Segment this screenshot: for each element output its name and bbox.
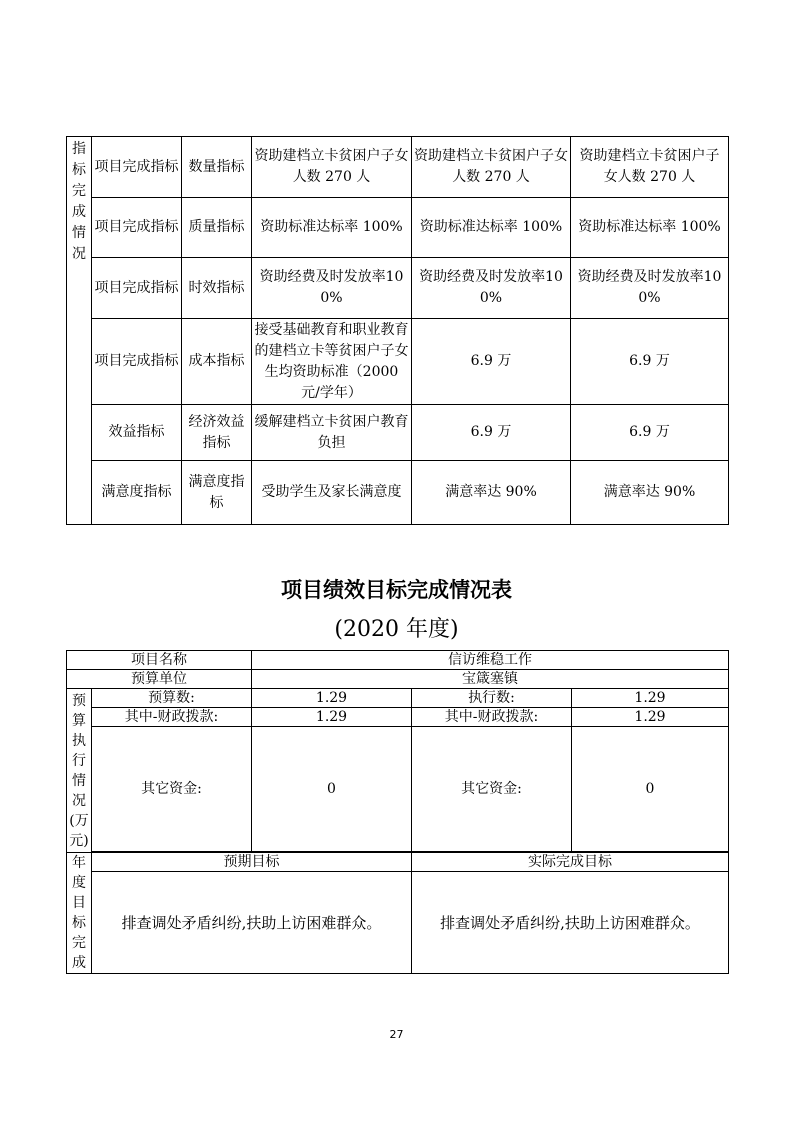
indicator-category: 项目完成指标 [92,319,182,405]
section-label-indicator-completion: 指 标 完 成 情 况 [67,137,92,525]
fiscal-allocation-label: 其中-财政拨款: [92,708,252,727]
table-row [67,708,729,727]
fiscal-allocation-value: 1.29 [252,708,412,727]
indicator-actual: 满意率达 90% [571,461,729,525]
other-funds-value: 0 [572,727,729,852]
other-funds-label: 其它资金: [412,727,572,852]
indicator-actual: 资助经费及时发放率100% [571,258,729,319]
table-row [67,405,729,461]
indicator-category: 项目完成指标 [92,198,182,258]
indicator-target: 接受基础教育和职业教育的建档立卡等贫困户子女生均资助标准（2000 元/学年） [252,319,412,405]
project-name-label: 项目名称 [67,651,252,670]
table-row [67,853,729,872]
indicator-type: 成本指标 [182,319,252,405]
other-funds-label: 其它资金: [92,727,252,852]
indicator-value: 6.9 万 [412,405,571,461]
page-number: 27 [389,1028,404,1041]
indicator-actual: 资助标准达标率 100% [571,198,729,258]
indicator-target: 资助标准达标率 100% [252,198,412,258]
indicator-type: 时效指标 [182,258,252,319]
executed-amount-label: 执行数: [412,689,572,708]
indicator-type: 数量指标 [182,137,252,198]
fiscal-allocation-label: 其中-财政拨款: [412,708,572,727]
indicator-target: 资助建档立卡贫困户子女人数 270 人 [252,137,412,198]
indicator-value: 资助建档立卡贫困户子女人数 270 人 [412,137,571,198]
actual-goal-text: 排查调处矛盾纠纷,扶助上访困难群众。 [412,872,729,974]
page-title: 项目绩效目标完成情况表 [281,578,512,602]
table-row [67,461,729,525]
performance-table [66,650,729,974]
indicator-target: 受助学生及家长满意度 [252,461,412,525]
indicator-value: 资助经费及时发放率100% [412,258,571,319]
table-row [67,137,729,198]
indicator-category: 满意度指标 [92,461,182,525]
fiscal-allocation-value: 1.29 [572,708,729,727]
indicator-actual: 6.9 万 [571,405,729,461]
budget-unit-label: 预算单位 [67,670,252,689]
indicator-target: 资助经费及时发放率100% [252,258,412,319]
other-funds-value: 0 [252,727,412,852]
indicator-type: 经济效益指标 [182,405,252,461]
indicator-category: 项目完成指标 [92,258,182,319]
section-label-annual-goal: 年 度 目 标 完 成 [67,853,92,974]
executed-amount-value: 1.29 [572,689,729,708]
table-row [67,651,729,670]
project-name-value: 信访维稳工作 [252,651,729,670]
indicator-type: 满意度指标 [182,461,252,525]
actual-goal-header: 实际完成目标 [412,853,729,872]
indicator-value: 6.9 万 [412,319,571,405]
indicator-category: 项目完成指标 [92,137,182,198]
budget-amount-value: 1.29 [252,689,412,708]
table-row [67,258,729,319]
table-row [67,689,729,708]
table-row [67,670,729,689]
expected-goal-text: 排查调处矛盾纠纷,扶助上访困难群众。 [92,872,412,974]
indicator-category: 效益指标 [92,405,182,461]
budget-amount-label: 预算数: [92,689,252,708]
table-row [67,872,729,974]
table-row [67,198,729,258]
indicator-value: 资助标准达标率 100% [412,198,571,258]
indicator-target: 缓解建档立卡贫困户教育负担 [252,405,412,461]
indicator-type: 质量指标 [182,198,252,258]
indicator-value: 满意率达 90% [412,461,571,525]
indicator-table [66,136,729,525]
budget-unit-value: 宝箴塞镇 [252,670,729,689]
section-label-budget-execution: 预 算 执 行 情 况 (万 元) [67,689,92,853]
table-row [67,319,729,405]
table-row [67,727,729,852]
indicator-actual: 资助建档立卡贫困户子女人数 270 人 [571,137,729,198]
indicator-actual: 6.9 万 [571,319,729,405]
expected-goal-header: 预期目标 [92,853,412,872]
page-subtitle: (2020 年度) [334,617,459,642]
